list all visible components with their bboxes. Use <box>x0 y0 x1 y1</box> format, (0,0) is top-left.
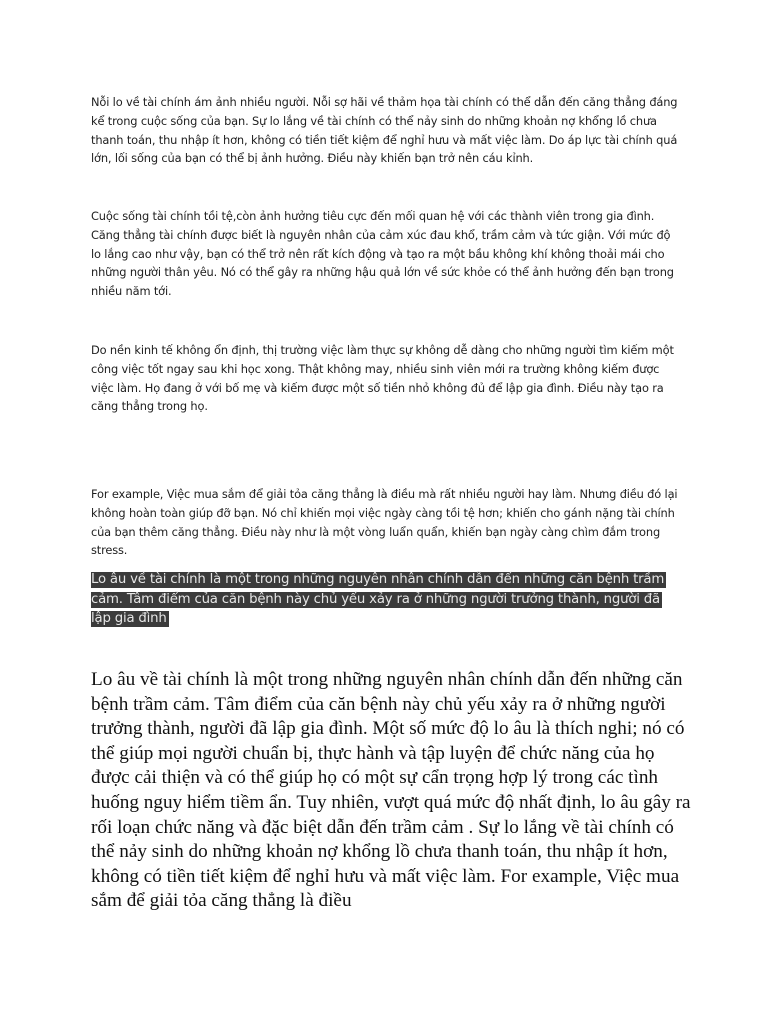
paragraph-family-relationships: Cuộc sống tài chính tồi tệ,còn ảnh hưởng tiêu cực đến mối quan hệ với các thành viên trong gia đình. Căng thẳng tài chính được biết là nguyên nhân của cảm xúc đau khổ, trầm cảm và tức giận. Với mức độ lo lắng cao như vậy, bạn có thể trở nên rất kích động và tạo ra một bầu không khí không thoải mái cho những người thân yêu. Nó có thể gây ra những hậu quả lớn về sức khỏe có thể ảnh hưởng đến bạn trong nhiều năm tới. <box>91 209 674 299</box>
selected-text[interactable]: Lo âu về tài chính là một trong những nguyên nhân chính dẫn đến những căn bệnh trầm cảm. Tâm điểm của căn bệnh này chủ yếu xảy ra ở những người trưởng thành, người đã lập gia đình <box>91 572 665 627</box>
paragraph-job-market: Do nền kinh tế không ổn định, thị trường việc làm thực sự không dễ dàng cho những người tìm kiếm một công việc tốt ngay sau khi học xong. Thật không may, nhiều sinh viên mới ra trường không kiếm được việc làm. Họ đang ở với bố mẹ và kiếm được một số tiền nhỏ không đủ để lập gia đình. Điều này tạo ra căng thẳng trong họ. <box>91 343 674 414</box>
paragraph-financial-worry: Nỗi lo về tài chính ám ảnh nhiều người. Nỗi sợ hãi về thảm họa tài chính có thể dẫn đến căng thẳng đáng kể trong cuộc sống của bạn. Sự lo lắng về tài chính có thể nảy sinh do những khoản nợ khổng lồ chưa thanh toán, thu nhập ít hơn, không có tiền tiết kiệm để nghỉ hưu và mất việc làm. Do áp lực tài chính quá lớn, lối sống của bạn có thể bị ảnh hưởng. Điều này khiến bạn trở nên cáu kỉnh. <box>91 95 678 166</box>
paragraph-anxiety-depression: Lo âu về tài chính là một trong những nguyên nhân chính dẫn đến những căn bệnh trầm cảm. Tâm điểm của căn bệnh này chủ yếu xảy ra ở những người trưởng thành, người đã lập gia đình. Một số mức độ lo âu là thích nghi; nó có thể giúp mọi người chuẩn bị, thực hành và tập luyện để chức năng của họ được cải thiện và có thể giúp họ có một sự cẩn trọng hợp lý trong các tình huống nguy hiểm tiềm ẩn. Tuy nhiên, vượt quá mức độ nhất định, lo âu gây ra rối loạn chức năng và đặc biệt dẫn đến trầm cảm . Sự lo lắng về tài chính có thể nảy sinh do những khoản nợ khổng lồ chưa thanh toán, thu nhập ít hơn, không có tiền tiết kiệm để nghỉ hưu và mất việc làm. For example, Việc mua sắm để giải tỏa căng thẳng là điều <box>91 669 691 912</box>
paragraph-shopping-example: For example, Việc mua sắm để giải tỏa căng thẳng là điều mà rất nhiều người hay làm. Nhưng điều đó lại không hoàn toàn giúp đỡ bạn. Nó chỉ khiến mọi việc ngày càng tồi tệ hơn; khiến cho gánh nặng tài chính của bạn thêm căng thẳng. Điều này như là một vòng luẩn quẩn, khiến bạn ngày càng chìm đắm trong stress. <box>91 487 678 558</box>
selected-text-block[interactable] <box>91 570 676 629</box>
